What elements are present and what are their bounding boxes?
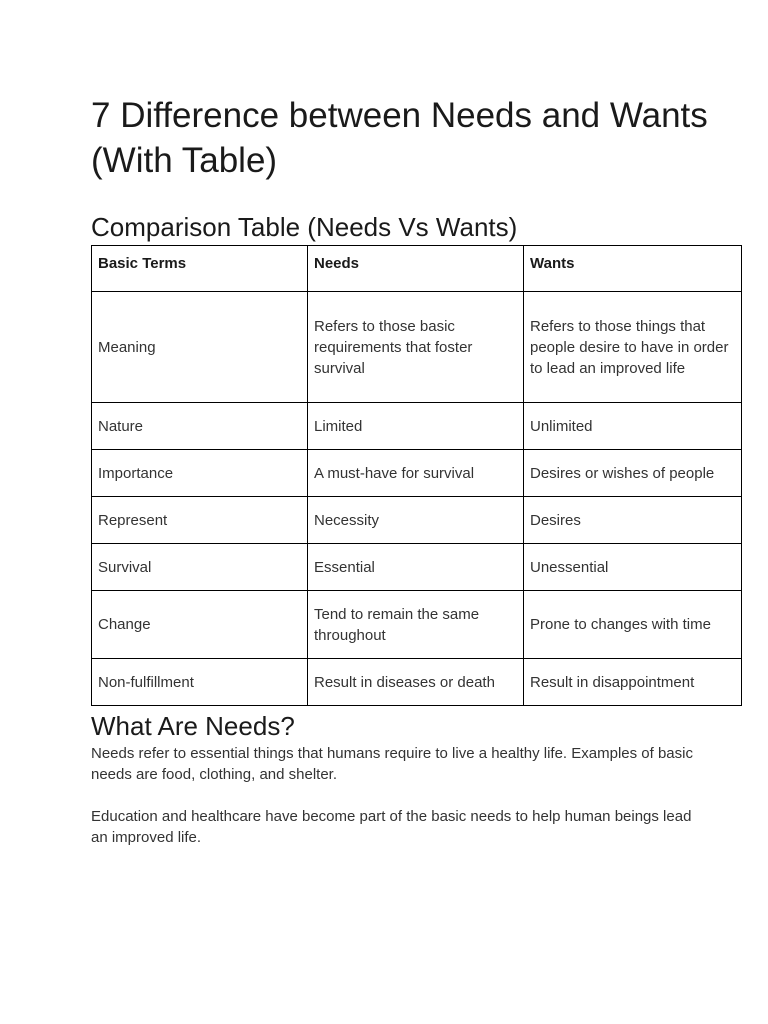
needs-paragraph-1: Needs refer to essential things that humans require to live a healthy life. Examples of basic needs are food, clothing, and shelter.: [91, 745, 693, 783]
row-needs-value: Necessity: [308, 497, 524, 544]
row-needs-value: Tend to remain the same throughout: [308, 591, 524, 659]
row-wants-value: Prone to changes with time: [524, 591, 742, 659]
row-term: Meaning: [92, 292, 308, 403]
row-term: Change: [92, 591, 308, 659]
header-wants: Wants: [524, 246, 742, 292]
header-basic-terms: Basic Terms: [92, 246, 308, 292]
row-term: Survival: [92, 544, 308, 591]
table-row: [92, 450, 742, 497]
row-term: Nature: [92, 403, 308, 450]
row-wants-value: Desires or wishes of people: [524, 450, 742, 497]
table-row: [92, 591, 742, 659]
row-wants-value: Result in disappointment: [524, 659, 742, 706]
row-needs-value: Refers to those basic requirements that foster survival: [308, 292, 524, 403]
table-row: [92, 497, 742, 544]
what-are-needs-heading: What Are Needs?: [91, 711, 295, 741]
table-row: [92, 544, 742, 591]
table-row: [92, 403, 742, 450]
comparison-table-heading: Comparison Table (Needs Vs Wants): [91, 212, 518, 242]
row-needs-value: A must-have for survival: [308, 450, 524, 497]
comparison-table: [91, 245, 742, 706]
row-wants-value: Unlimited: [524, 403, 742, 450]
header-needs: Needs: [308, 246, 524, 292]
table-header-row: [92, 246, 742, 292]
row-needs-value: Result in diseases or death: [308, 659, 524, 706]
row-wants-value: Refers to those things that people desire to have in order to lead an improved life: [524, 292, 742, 403]
row-wants-value: Unessential: [524, 544, 742, 591]
row-needs-value: Essential: [308, 544, 524, 591]
row-term: Non-fulfillment: [92, 659, 308, 706]
row-term: Importance: [92, 450, 308, 497]
row-wants-value: Desires: [524, 497, 742, 544]
table-row: [92, 659, 742, 706]
row-needs-value: Limited: [308, 403, 524, 450]
page-title: 7 Difference between Needs and Wants (With Table): [91, 96, 708, 180]
table-row: [92, 292, 742, 403]
needs-paragraph-2: Education and healthcare have become part of the basic needs to help human beings lead an improved life.: [91, 808, 692, 846]
row-term: Represent: [92, 497, 308, 544]
